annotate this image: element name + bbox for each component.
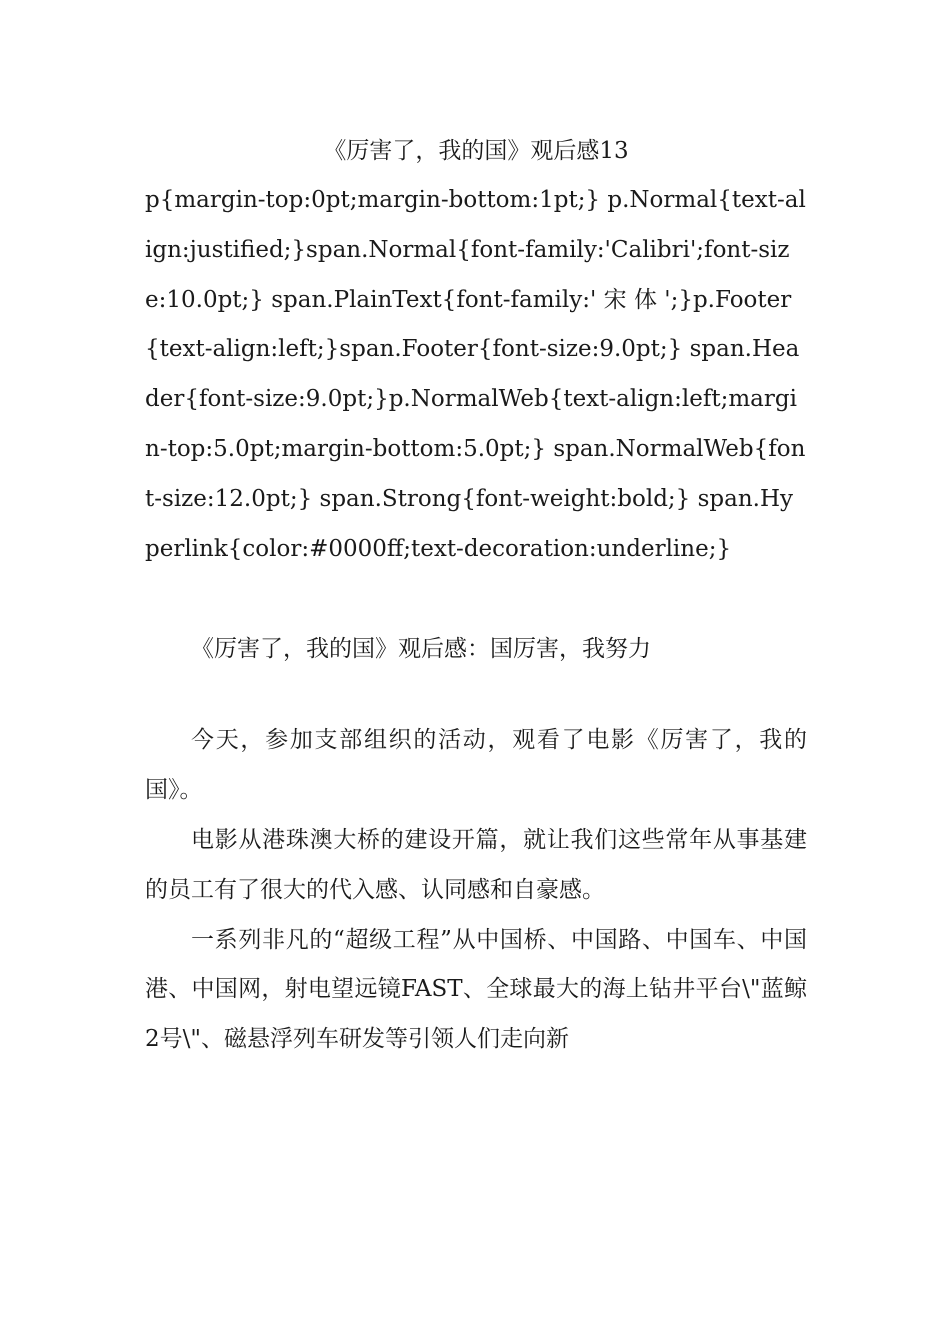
css-style-text: p{margin-top:0pt;margin-bottom:1pt;} p.Normal{text-align:justified;}span.Normal{font-family:'Calibri';font-size:10.0pt;} span.PlainText{font-family:' 宋 体 ';}p.Footer{text-align:left;}span.Footer{font-size:9.0pt;} span.Header{font-size:9.0pt;}p.NormalWeb{text-align:left;margin-top:5.0pt;margin-bottom:5.0pt;} span.NormalWeb{font-size:12.0pt;} span.Strong{font-weight:bold;} span.Hyperlink{color:#0000ff;text-decoration:underline;} bbox=[145, 187, 806, 562]
spacer bbox=[145, 574, 807, 624]
paragraph-1: 今天，参加支部组织的活动，观看了电影《厉害了，我的国》。 bbox=[145, 727, 807, 804]
document-subtitle: 《厉害了，我的国》观后感：国厉害，我努力 bbox=[191, 636, 651, 663]
document-page bbox=[145, 126, 807, 1065]
paragraph-3: 一系列非凡的“超级工程”从中国桥、中国路、中国车、中国港、中国网，射电望远镜FAST、全球最大的海上钻井平台\"蓝鲸2号\"、磁悬浮列车研发等引领人们走向新 bbox=[145, 926, 807, 1053]
spacer bbox=[145, 674, 807, 716]
document-title: 《厉害了，我的国》观后感13 bbox=[323, 138, 629, 164]
paragraph-2: 电影从港珠澳大桥的建设开篇，就让我们这些常年从事基建的员工有了很大的代入感、认同感和自豪感。 bbox=[145, 826, 807, 903]
